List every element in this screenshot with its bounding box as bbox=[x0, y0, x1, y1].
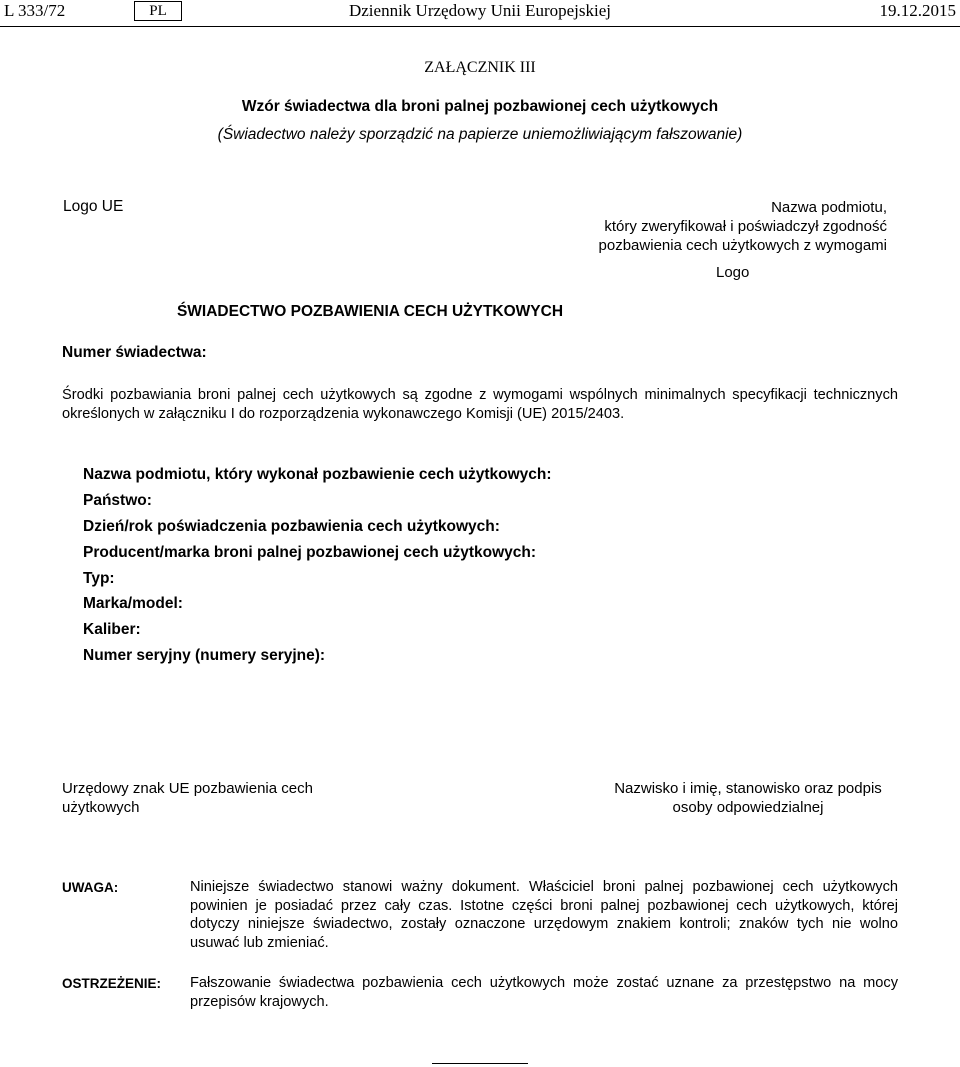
publication-date: 19.12.2015 bbox=[879, 1, 956, 20]
field-country: Państwo: bbox=[83, 492, 152, 509]
footer-rule bbox=[432, 1063, 528, 1064]
note-text-caution: Fałszowanie świadectwa pozbawienia cech użytkowych może zostać uznane za przestępstwo na mocy przepisów krajowych. bbox=[190, 975, 898, 1010]
certificate-title: ŚWIADECTWO POZBAWIENIA CECH UŻYTKOWYCH bbox=[176, 303, 564, 320]
note-label-warning: UWAGA: bbox=[62, 880, 119, 895]
field-manufacturer: Producent/marka broni palnej pozbawionej cech użytkowych: bbox=[83, 544, 537, 561]
logo-eu-placeholder: Logo UE bbox=[63, 198, 124, 215]
journal-title: Dziennik Urzędowy Unii Europejskiej bbox=[348, 1, 611, 20]
annex-heading: ZAŁĄCZNIK III bbox=[424, 59, 536, 76]
certificate-number-label: Numer świadectwa: bbox=[62, 344, 207, 361]
note-text-warning: Niniejsze świadectwo stanowi ważny dokument. Właściciel broni palnej pozbawionej cech użytkowych powinien je posiadać przez cały czas. Istotne części broni palnej pozbawionej cech użytkowych, której dotyczy niniejsze świadectwo, zostały oznaczone urzędowym znakiem kontroli; znaków tych nie wolno usuwać lub zmieniać. bbox=[190, 879, 898, 951]
entity-line: który zweryfikował i poświadczył zgodność bbox=[604, 218, 887, 235]
signature-label: Nazwisko i imię, stanowisko oraz podpis osoby odpowiedzialnej bbox=[614, 780, 882, 816]
page-header bbox=[0, 0, 960, 27]
field-certification-date: Dzień/rok poświadczenia pozbawienia cech użytkowych: bbox=[83, 518, 500, 535]
document-title: Wzór świadectwa dla broni palnej pozbawionej cech użytkowych bbox=[241, 98, 719, 115]
official-mark-label: Urzędowy znak UE pozbawienia cech użytkowych bbox=[62, 780, 313, 816]
note-label-caution: OSTRZEŻENIE: bbox=[62, 976, 162, 991]
field-serial-number: Numer seryjny (numery seryjne): bbox=[83, 647, 326, 664]
document-subtitle: (Świadectwo należy sporządzić na papierze uniemożliwiającym fałszowanie) bbox=[217, 126, 743, 143]
field-calibre: Kaliber: bbox=[83, 621, 141, 638]
entity-line: Nazwa podmiotu, bbox=[771, 199, 887, 216]
verifying-entity-block bbox=[527, 198, 887, 255]
compliance-statement: Środki pozbawiania broni palnej cech użytkowych są zgodne z wymogami wspólnych minimalnych specyfikacji technicznych określonych w załączniku I do rozporządzenia wykonawczego Komisji (UE) 2015/2403. bbox=[62, 387, 898, 422]
entity-logo-placeholder: Logo bbox=[716, 264, 750, 281]
field-make-model: Marka/model: bbox=[83, 595, 183, 612]
field-type: Typ: bbox=[83, 570, 115, 587]
field-deactivating-entity: Nazwa podmiotu, który wykonał pozbawienie cech użytkowych: bbox=[83, 466, 552, 483]
entity-line: pozbawienia cech użytkowych z wymogami bbox=[598, 237, 887, 254]
page-reference: L 333/72 bbox=[4, 1, 66, 20]
language-badge: PL bbox=[134, 1, 182, 21]
